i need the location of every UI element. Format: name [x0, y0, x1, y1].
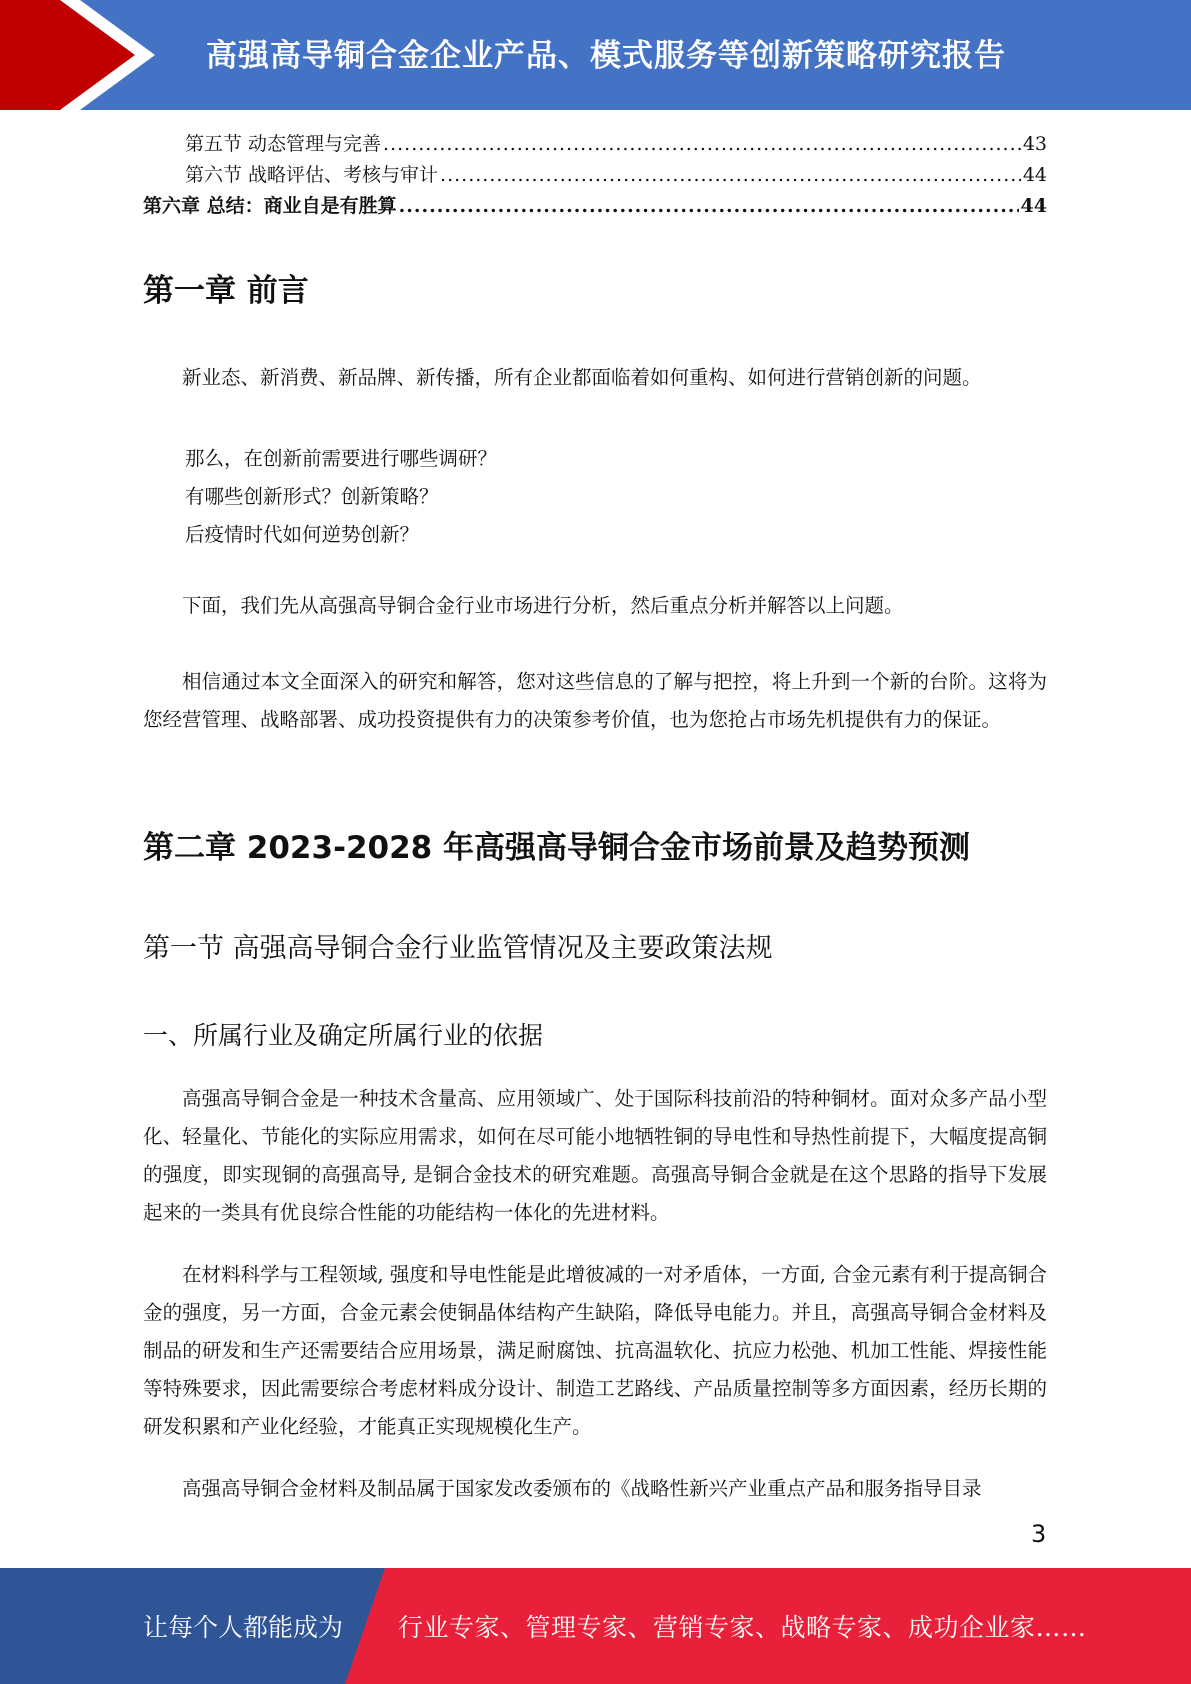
paragraph: 在材料科学与工程领域, 强度和导电性能是此增彼减的一对矛盾体，一方面, 合金元素有利于提高铜合金的强度，另一方面，合金元素会使铜晶体结构产生缺陷，降低导电能力。并且，高强高导铜合金材料及制品的研发和生产还需要结合应用场景，满足耐腐蚀、抗高温软化、抗应力松弛、机加工性能、焊接性能等特殊要求，因此需要综合考虑材料成分设计、制造工艺路线、产品质量控制等多方面因素，经历长期的研发积累和产业化经验，才能真正实现规模化生产。: [143, 1263, 1047, 1438]
page-number: 3: [1031, 1520, 1047, 1548]
question-line: 那么，在创新前需要进行哪些调研？: [185, 447, 498, 470]
toc-entry-title: 第六章 总结：商业自是有胜算: [143, 195, 397, 217]
toc-entry-title: 第六节 战略评估、考核与审计: [185, 164, 439, 186]
report-title: 高强高导铜合金企业产品、模式服务等创新策略研究报告: [206, 38, 1006, 74]
paragraph: 新业态、新消费、新品牌、新传播，所有企业都面临着如何重构、如何进行营销创新的问题。: [182, 366, 982, 389]
toc-entry[interactable]: [143, 191, 1047, 217]
chapter-heading: 第一章 前言: [143, 273, 309, 309]
paragraph: 高强高导铜合金材料及制品属于国家发改委颁布的《战略性新兴产业重点产品和服务指导目录: [182, 1477, 982, 1500]
toc-entry-page: 44: [1022, 164, 1047, 186]
toc-entry[interactable]: [143, 129, 1047, 155]
paragraph: 高强高导铜合金是一种技术含量高、应用领域广、处于国际科技前沿的特种铜材。面对众多产品小型化、轻量化、节能化的实际应用需求，如何在尽可能小地牺牲铜的导电性和导热性前提下，大幅度提高铜的强度，即实现铜的高强高导, 是铜合金技术的研究难题。高强高导铜合金就是在这个思路的指导下发展起来的一类具有优良综合性能的功能结构一体化的先进材料。: [143, 1087, 1047, 1224]
subsection-heading: 一、所属行业及确定所属行业的依据: [143, 1021, 544, 1050]
section-heading: 第一节 高强高导铜合金行业监管情况及主要政策法规: [143, 933, 773, 964]
paragraph: 下面，我们先从高强高导铜合金行业市场进行分析，然后重点分析并解答以上问题。: [182, 594, 904, 617]
toc-leader-dots: [383, 133, 1021, 155]
toc-leader-dots: [399, 195, 1019, 217]
footer-slogan-right: 行业专家、管理专家、营销专家、战略专家、成功企业家……: [398, 1613, 1087, 1642]
question-line: 后疫情时代如何逆势创新？: [185, 523, 420, 546]
toc-entry-title: 第五节 动态管理与完善: [185, 133, 382, 155]
paragraph: 相信通过本文全面深入的研究和解答，您对这些信息的了解与把控，将上升到一个新的台阶。这将为您经营管理、战略部署、成功投资提供有力的决策参考价值，也为您抢占市场先机提供有力的保证。: [143, 670, 1047, 731]
question-line: 有哪些创新形式？创新策略？: [185, 485, 439, 508]
page-footer: [0, 1568, 1191, 1684]
toc-entry[interactable]: [143, 160, 1047, 186]
chapter-heading: 第二章 2023-2028 年高强高导铜合金市场前景及趋势预测: [143, 830, 971, 866]
toc-entry-page: 43: [1022, 133, 1047, 155]
page-header: [0, 0, 1191, 110]
toc-leader-dots: [440, 164, 1021, 186]
toc-entry-page: 44: [1020, 195, 1047, 217]
footer-slogan-left: 让每个人都能成为: [143, 1613, 344, 1642]
